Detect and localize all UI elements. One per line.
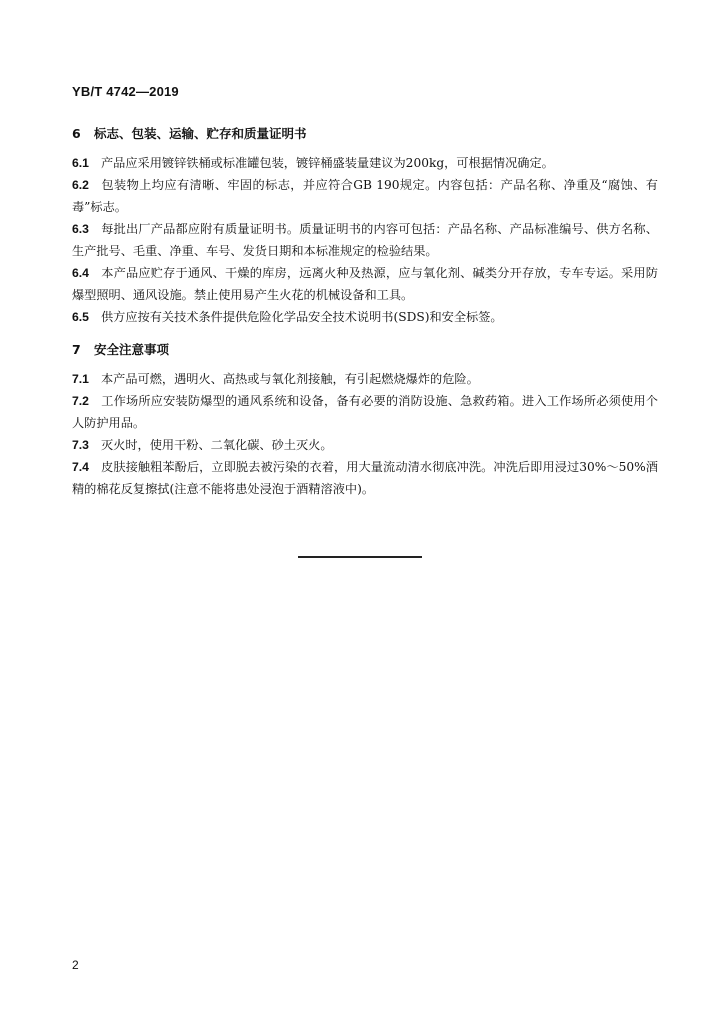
clause-text: 每批出厂产品都应附有质量证明书。质量证明书的内容可包括：产品名称、产品标准编号、供方名称、生产批号、毛重、净重、车号、发货日期和本标准规定的检验结果。 xyxy=(72,222,658,258)
clause-text: 供方应按有关技术条件提供危险化学品安全技术说明书(SDS)和安全标签。 xyxy=(101,310,503,324)
section-title: 安全注意事项 xyxy=(94,342,170,357)
clause-number: 6.4 xyxy=(72,266,89,280)
clause-7-1 xyxy=(72,368,658,390)
standard-code: YB/T 4742—2019 xyxy=(72,84,179,99)
clause-6-2 xyxy=(72,174,658,218)
clause-number: 7.1 xyxy=(72,372,89,386)
clause-6-3 xyxy=(72,218,658,262)
clause-number: 7.2 xyxy=(72,394,89,408)
section-number: 6 xyxy=(72,126,81,141)
clause-text: 本产品应贮存于通风、干燥的库房，远离火种及热源，应与氧化剂、碱类分开存放，专车专运。采用防爆型照明、通风设施。禁止使用易产生火花的机械设备和工具。 xyxy=(72,266,658,302)
clause-text: 包装物上均应有清晰、牢固的标志，并应符合GB 190规定。内容包括：产品名称、净重及“腐蚀、有毒”标志。 xyxy=(72,178,658,214)
clause-text: 皮肤接触粗苯酚后，立即脱去被污染的衣着，用大量流动清水彻底冲洗。冲洗后即用浸过30%～50%酒精的棉花反复擦拭(注意不能将患处浸泡于酒精溶液中)。 xyxy=(72,460,658,496)
clause-text: 本产品可燃，遇明火、高热或与氧化剂接触，有引起燃烧爆炸的危险。 xyxy=(101,372,479,386)
clause-7-4 xyxy=(72,456,658,500)
clause-number: 7.3 xyxy=(72,438,89,452)
clause-6-1 xyxy=(72,152,658,174)
clause-text: 工作场所应安装防爆型的通风系统和设备，备有必要的消防设施、急救药箱。进入工作场所必须使用个人防护用品。 xyxy=(72,394,658,430)
end-of-document-rule xyxy=(298,556,422,558)
section-heading-6 xyxy=(72,124,307,142)
page-number: 2 xyxy=(72,958,79,972)
section-title: 标志、包装、运输、贮存和质量证明书 xyxy=(94,126,307,141)
clause-7-3 xyxy=(72,434,658,456)
clause-number: 6.3 xyxy=(72,222,89,236)
section-heading-7 xyxy=(72,340,169,358)
clause-number: 6.5 xyxy=(72,310,89,324)
clause-7-2 xyxy=(72,390,658,434)
clause-text: 灭火时，使用干粉、二氧化碳、砂土灭火。 xyxy=(101,438,333,452)
clause-text: 产品应采用镀锌铁桶或标准罐包装，镀锌桶盛装量建议为200kg，可根据情况确定。 xyxy=(101,156,554,170)
clause-number: 6.1 xyxy=(72,156,89,170)
clause-6-4 xyxy=(72,262,658,306)
clause-number: 6.2 xyxy=(72,178,89,192)
section-number: 7 xyxy=(72,342,81,357)
clause-6-5 xyxy=(72,306,658,328)
clause-number: 7.4 xyxy=(72,460,89,474)
